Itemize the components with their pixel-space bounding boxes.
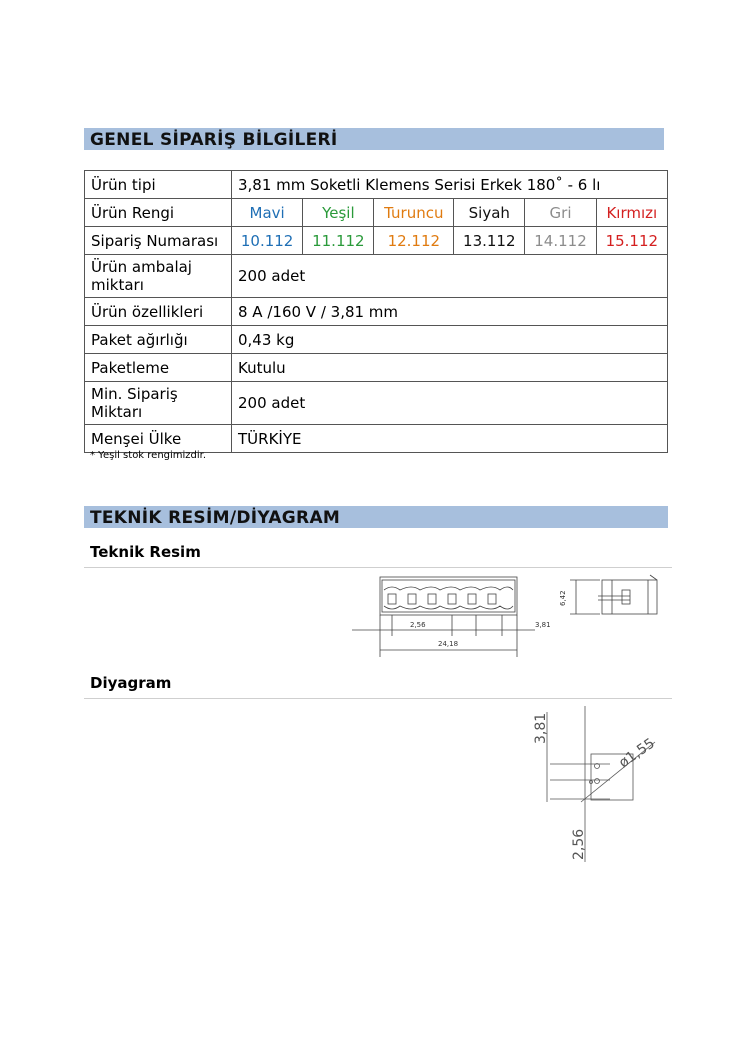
- section-header-technical: [84, 506, 668, 528]
- table-row: [85, 227, 668, 255]
- order-code-cell: 11.112: [303, 227, 374, 255]
- origin-value: TÜRKİYE: [232, 425, 668, 453]
- color-name-cell: Mavi: [232, 199, 303, 227]
- dim-edge-label: 3,81: [535, 621, 551, 629]
- order-info-table: [84, 170, 668, 453]
- table-row: [85, 199, 668, 227]
- diagram-heading: Diyagram: [90, 674, 172, 692]
- order-code-cell: 10.112: [232, 227, 303, 255]
- diagram-offset-label: 2,56: [571, 828, 587, 860]
- table-row: [85, 255, 668, 298]
- dim-pitch-label: 2,56: [410, 621, 426, 629]
- dim-height-label: 6,42: [559, 590, 567, 606]
- min-order-value: 200 adet: [232, 382, 668, 425]
- order-code-cell: 14.112: [525, 227, 596, 255]
- weight-value: 0,43 kg: [232, 326, 668, 354]
- packaging-qty-label: Ürün ambalaj miktarı: [85, 255, 232, 298]
- table-row: [85, 354, 668, 382]
- packing-value: Kutulu: [232, 354, 668, 382]
- color-name-cell: Gri: [525, 199, 596, 227]
- features-label: Ürün özellikleri: [85, 298, 232, 326]
- diagram-pitch-label: 3,81: [533, 712, 549, 744]
- packing-label: Paketleme: [85, 354, 232, 382]
- origin-label: Menşei Ülke: [85, 425, 232, 453]
- color-name-cell: Siyah: [454, 199, 525, 227]
- dim-total-label: 24,18: [438, 640, 459, 648]
- table-row: [85, 298, 668, 326]
- technical-drawing-heading: Teknik Resim: [90, 543, 201, 561]
- color-label: Ürün Rengi: [85, 199, 232, 227]
- order-code-cell: 13.112: [454, 227, 525, 255]
- section-header-general: [84, 128, 664, 150]
- packaging-qty-value: 200 adet: [232, 255, 668, 298]
- diagram-hole-label: ø1,55: [616, 735, 658, 772]
- divider: [84, 698, 672, 699]
- stock-note: * Yeşil stok rengimizdir.: [90, 450, 207, 461]
- section-title-technical: TEKNİK RESİM/DİYAGRAM: [90, 508, 341, 528]
- order-code-cell: 12.112: [374, 227, 454, 255]
- color-name-cell: Kırmızı: [596, 199, 667, 227]
- table-row: [85, 425, 668, 453]
- order-code-cell: 15.112: [596, 227, 667, 255]
- order-no-label: Sipariş Numarası: [85, 227, 232, 255]
- product-type-label: Ürün tipi: [85, 171, 232, 199]
- section-title-general: GENEL SİPARİŞ BİLGİLERİ: [90, 130, 338, 150]
- weight-label: Paket ağırlığı: [85, 326, 232, 354]
- table-row: [85, 171, 668, 199]
- product-type-value: 3,81 mm Soketli Klemens Serisi Erkek 180˚ - 6 lı: [232, 171, 668, 199]
- divider: [84, 567, 672, 568]
- min-order-label: Min. Sipariş Miktarı: [85, 382, 232, 425]
- table-row: [85, 382, 668, 425]
- table-row: [85, 326, 668, 354]
- features-value: 8 A /160 V / 3,81 mm: [232, 298, 668, 326]
- diagram-drawing: [525, 702, 665, 867]
- color-name-cell: Yeşil: [303, 199, 374, 227]
- technical-drawing: [350, 572, 670, 662]
- color-name-cell: Turuncu: [374, 199, 454, 227]
